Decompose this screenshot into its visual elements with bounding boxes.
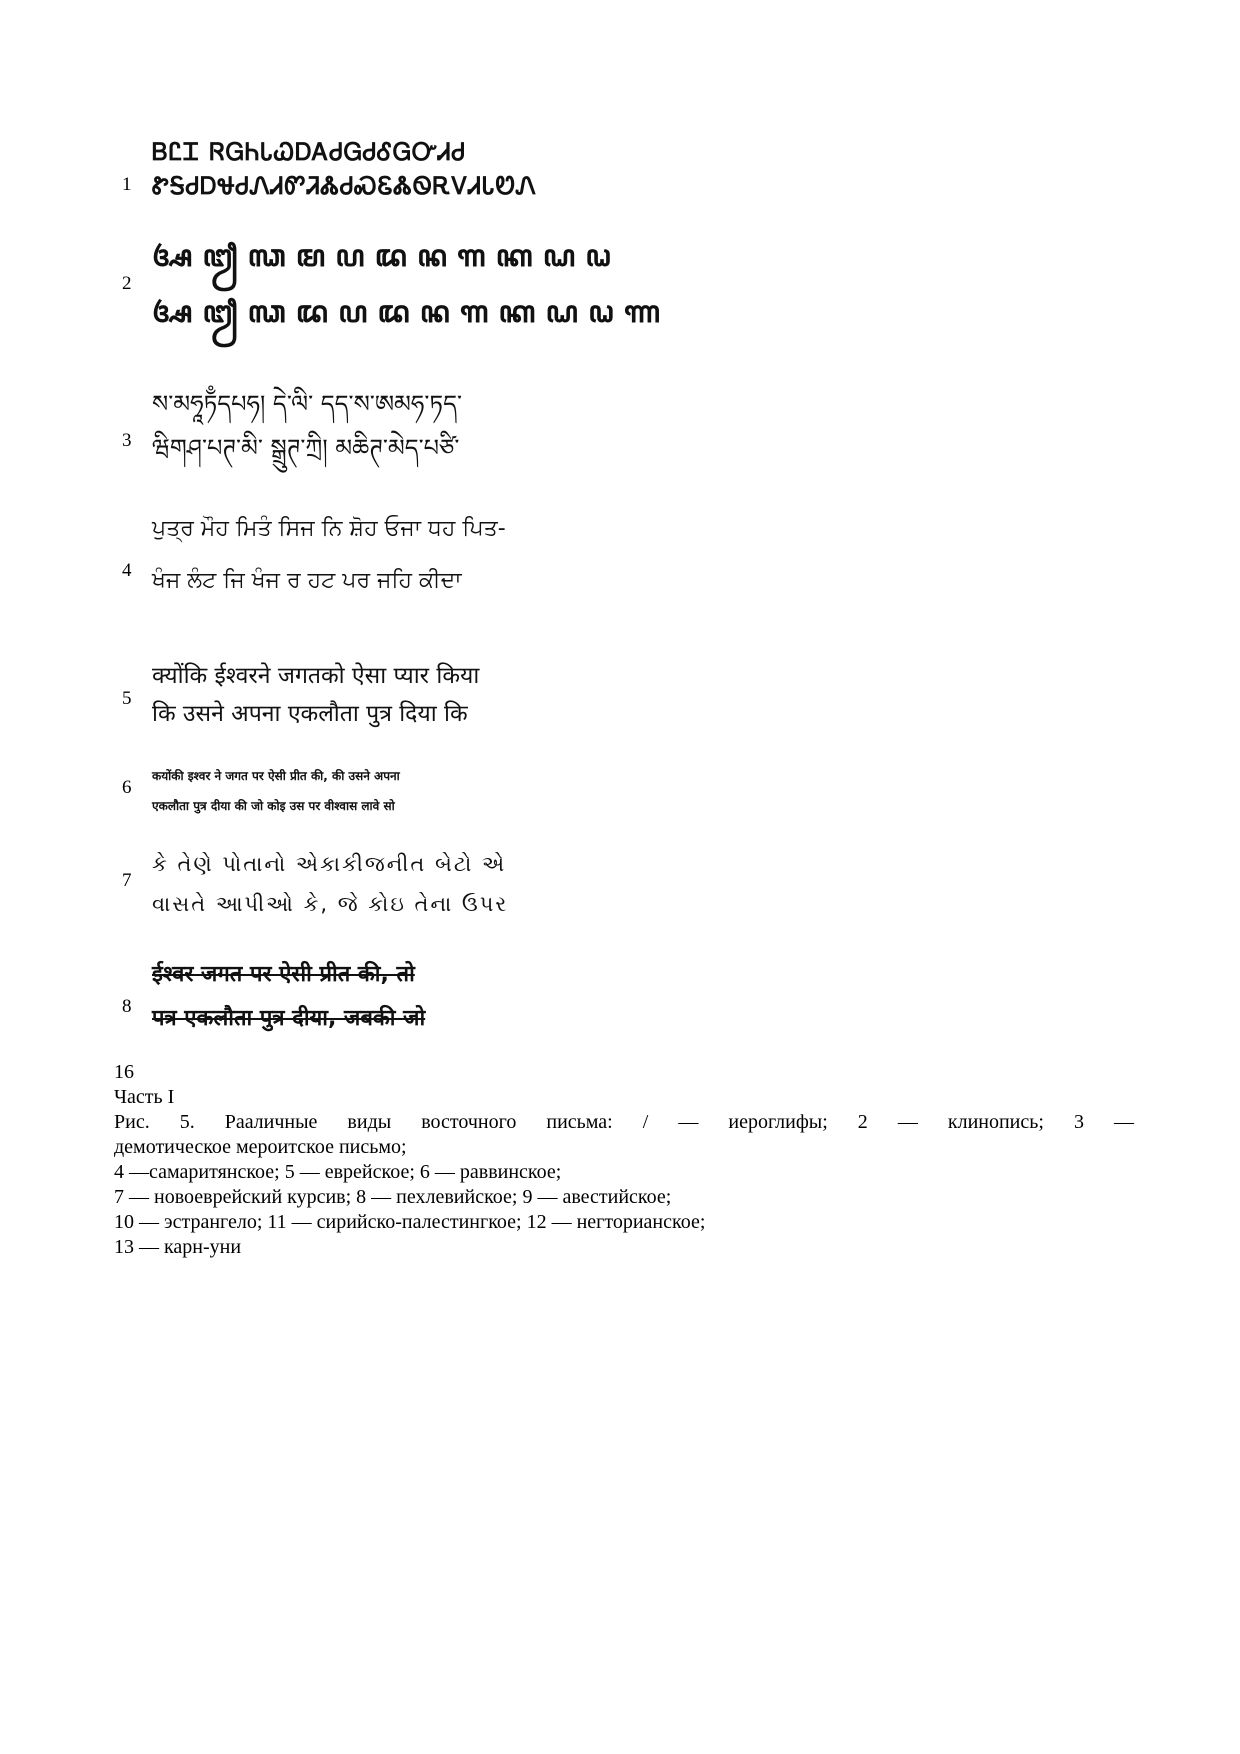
sample-line: કે તેણે પોતાનો એકાકીજનીત બેટો એ [152, 852, 507, 876]
part-heading: Часть I [114, 1086, 175, 1108]
sample-line: ꦄ ꦙ ꦓ ꦩ ꦥ ꦢ ꦤ ꦒ ꦏ ꦝ ꦞ [152, 239, 611, 274]
sample-line: ᏑᎦᏧᎠᏠᏧᏁᏗᏛᏘᏜᏧᏍᏋᏜᏫᎡᏙᏗᏓᏬᏁ [152, 172, 537, 200]
caption-line: 7 — новоеврейский курсив; 8 — пехлевийское; 9 — авестийское; [114, 1186, 672, 1208]
sample-number: 5 [122, 688, 132, 709]
figure-caption-area [114, 1060, 1134, 1260]
sample-number: 3 [122, 430, 132, 451]
sample-line: વાસતે આપીઓ કે, જે કોઇ તેના ઉપર [152, 892, 509, 916]
script-samples-figure [122, 138, 660, 1058]
sample-number: 8 [122, 996, 132, 1017]
sample-line: ꦄ ꦙ ꦓ ꦢ ꦥ ꦢ ꦤ ꦒ ꦏ ꦝ ꦞ ꦟ [152, 295, 660, 330]
sample-line: ཝིགཤ་པཊ་མི་ སྒྲུཊ་ཀྲི། མཆིཊ་མེད་པཙི་ [152, 434, 460, 462]
sample-line: कयोंकी इश्वर ने जगत पर ऐसी प्रीत की, की उसने अपना [152, 769, 400, 783]
sample-number: 6 [122, 777, 132, 798]
sample-line: ईश्वर जगत पर ऐसी प्रीत की, तो [152, 962, 415, 987]
sample-line: ས་མཧཱཏྃདཔཧ། དེ་ལི་ དད་ས་ཨམཧ་ཏད་ [152, 390, 463, 418]
sample-number: 1 [122, 174, 132, 195]
caption-line: 10 — эстрангело; 11 — сирийско-палестингкое; 12 — негторианское; [114, 1211, 706, 1233]
sample-number: 2 [122, 273, 132, 294]
sample-line: ਪੁਤ੍ਰ ਮੌਹ ਮਿਤੰ ਸਿਜ ਨਿ ਸ਼ੋਹ ਓਜਾ ਧਹ ਪਿਤ- [152, 516, 506, 541]
sample-line: ᏴᏝᏆ ᏒᏀᏂᏓᏇᎠᎪᏧᏀᏧᎴᏀᏅᏗᏧ [152, 138, 466, 166]
sample-line: एकलौता पुत्र दीया की जो कोइ उस पर वीश्वास लावे सो [152, 799, 395, 813]
sample-line: ਖੰਜ ਲੰਟ ਜਿ ਖੰਜ ਰ ਹਟ ਪਰ ਜਹਿ ਕੀਦਾ [152, 568, 462, 593]
sample-number: 4 [122, 560, 132, 581]
sample-number: 7 [122, 870, 132, 891]
sample-line: पत्र एकलौता पुत्र दीया, जबकी जो [152, 1006, 426, 1031]
caption-line: 13 — карн-уни [114, 1236, 242, 1258]
caption-line: 4 —самаритянское; 5 — еврейское; 6 — раввинское; [114, 1161, 562, 1183]
page-number: 16 [114, 1061, 134, 1083]
sample-line: क्योंकि ईश्वरने जगतको ऐसा प्यार किया [152, 663, 480, 689]
caption-line: Рис. 5. Раaличные виды восточного письма: / — иероглифы; 2 — клинопись; 3 — [114, 1111, 1134, 1133]
sample-line: कि उसने अपना एकलौता पुत्र दिया कि [152, 701, 468, 727]
caption-line: демотическое мероитское письмо; [114, 1136, 407, 1158]
